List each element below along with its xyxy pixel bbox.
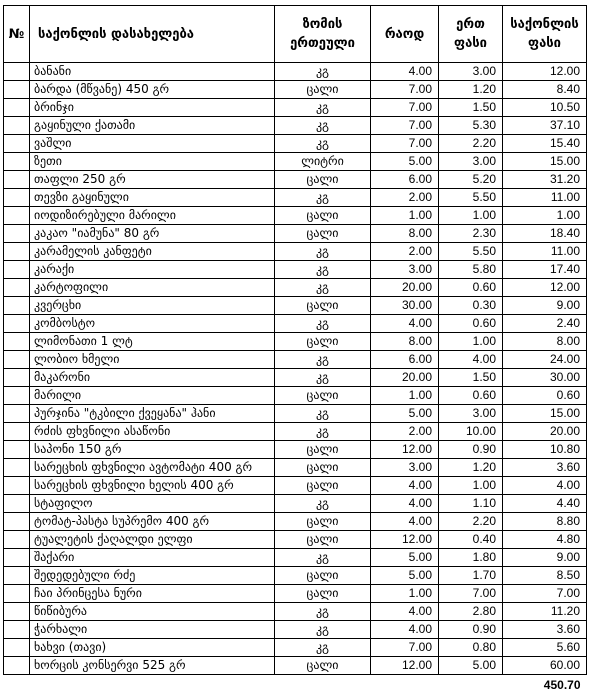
unit-cell[interactable]: ცალი (275, 81, 371, 99)
table-row (4, 603, 587, 621)
table-row (4, 621, 587, 639)
total-row (4, 675, 587, 695)
table-row (4, 333, 587, 351)
unit-cell[interactable]: ცალი (275, 207, 371, 225)
unit-price-cell[interactable]: 1.20 (439, 459, 503, 477)
unit-cell[interactable]: ლიტრი (275, 153, 371, 171)
table-row (4, 639, 587, 657)
quantity-cell[interactable]: 6.00 (371, 351, 439, 369)
unit-cell[interactable]: კგ (275, 621, 371, 639)
table-row (4, 567, 587, 585)
row-index-cell[interactable] (4, 513, 30, 531)
quantity-cell[interactable]: 4.00 (371, 603, 439, 621)
row-index-cell[interactable] (4, 351, 30, 369)
unit-cell[interactable]: ცალი (275, 657, 371, 675)
unit-cell[interactable]: კგ (275, 423, 371, 441)
table-row (4, 261, 587, 279)
unit-cell[interactable]: ცალი (275, 171, 371, 189)
header-no: № (4, 6, 30, 63)
total-price-cell[interactable]: 8.40 (503, 81, 587, 99)
table-row (4, 153, 587, 171)
product-name-cell[interactable]: საპონი 150 გრ (30, 441, 275, 459)
row-index-cell[interactable] (4, 135, 30, 153)
quantity-cell[interactable]: 7.00 (371, 99, 439, 117)
quantity-cell[interactable]: 2.00 (371, 189, 439, 207)
table-row (4, 405, 587, 423)
quantity-cell[interactable]: 4.00 (371, 477, 439, 495)
quantity-cell[interactable]: 4.00 (371, 513, 439, 531)
quantity-cell[interactable]: 2.00 (371, 423, 439, 441)
table-row (4, 423, 587, 441)
table-row (4, 369, 587, 387)
unit-price-cell[interactable]: 5.30 (439, 117, 503, 135)
total-price-cell[interactable]: 17.40 (503, 261, 587, 279)
product-name-cell[interactable]: ჩაი პრინცესა ნური (30, 585, 275, 603)
product-name-cell[interactable]: სარეცხის ფხვნილი ხელის 400 გრ (30, 477, 275, 495)
quantity-cell[interactable]: 7.00 (371, 639, 439, 657)
row-index-cell[interactable] (4, 297, 30, 315)
product-name-cell[interactable]: ხახვი (თავი) (30, 639, 275, 657)
total-price-cell[interactable]: 8.00 (503, 333, 587, 351)
quantity-cell[interactable]: 6.00 (371, 171, 439, 189)
total-price-cell[interactable]: 10.80 (503, 441, 587, 459)
row-index-cell[interactable] (4, 171, 30, 189)
quantity-cell[interactable]: 20.00 (371, 279, 439, 297)
total-price-cell[interactable]: 5.60 (503, 639, 587, 657)
row-index-cell[interactable] (4, 441, 30, 459)
table-row (4, 135, 587, 153)
unit-cell[interactable]: კგ (275, 603, 371, 621)
unit-price-cell[interactable]: 3.00 (439, 153, 503, 171)
row-index-cell[interactable] (4, 225, 30, 243)
product-name-cell[interactable]: გაყინული ქათამი (30, 117, 275, 135)
total-price-cell[interactable]: 12.00 (503, 63, 587, 81)
product-name-cell[interactable]: ზეთი (30, 153, 275, 171)
row-index-cell[interactable] (4, 459, 30, 477)
unit-price-cell[interactable]: 1.50 (439, 99, 503, 117)
quantity-cell[interactable]: 2.00 (371, 243, 439, 261)
row-index-cell[interactable] (4, 279, 30, 297)
unit-cell[interactable]: კგ (275, 369, 371, 387)
unit-price-cell[interactable]: 2.80 (439, 603, 503, 621)
table-row (4, 243, 587, 261)
unit-cell[interactable]: კგ (275, 405, 371, 423)
total-price-cell[interactable]: 4.40 (503, 495, 587, 513)
total-price-cell[interactable]: 15.40 (503, 135, 587, 153)
product-name-cell[interactable]: თაფლი 250 გრ (30, 171, 275, 189)
row-index-cell[interactable] (4, 531, 30, 549)
unit-cell[interactable]: კგ (275, 639, 371, 657)
spreadsheet-sheet (3, 5, 587, 695)
row-index-cell[interactable] (4, 243, 30, 261)
unit-cell[interactable]: ცალი (275, 531, 371, 549)
table-row (4, 459, 587, 477)
quantity-cell[interactable]: 7.00 (371, 135, 439, 153)
row-index-cell[interactable] (4, 153, 30, 171)
product-name-cell[interactable]: მარილი (30, 387, 275, 405)
unit-price-cell[interactable]: 0.90 (439, 441, 503, 459)
product-name-cell[interactable]: ბრინჯი (30, 99, 275, 117)
unit-price-cell[interactable]: 5.50 (439, 189, 503, 207)
unit-cell[interactable]: კგ (275, 261, 371, 279)
unit-price-cell[interactable]: 1.00 (439, 477, 503, 495)
row-index-cell[interactable] (4, 387, 30, 405)
unit-price-cell[interactable]: 1.00 (439, 333, 503, 351)
product-name-cell[interactable]: კომბოსტო (30, 315, 275, 333)
product-name-cell[interactable]: კარაქი (30, 261, 275, 279)
unit-cell[interactable]: კგ (275, 117, 371, 135)
product-name-cell[interactable]: ტუალეტის ქაღალდი ელფი (30, 531, 275, 549)
unit-cell[interactable]: კგ (275, 99, 371, 117)
quantity-cell[interactable]: 4.00 (371, 315, 439, 333)
quantity-cell[interactable]: 1.00 (371, 585, 439, 603)
unit-cell[interactable]: ცალი (275, 477, 371, 495)
table-row (4, 189, 587, 207)
total-price-cell[interactable]: 11.00 (503, 243, 587, 261)
total-price-cell[interactable]: 60.00 (503, 657, 587, 675)
unit-price-cell[interactable]: 1.00 (439, 207, 503, 225)
table-row (4, 351, 587, 369)
unit-cell[interactable]: კგ (275, 315, 371, 333)
total-price-cell[interactable]: 11.00 (503, 189, 587, 207)
table-row (4, 495, 587, 513)
unit-price-cell[interactable]: 1.80 (439, 549, 503, 567)
row-index-cell[interactable] (4, 639, 30, 657)
product-name-cell[interactable]: მაკარონი (30, 369, 275, 387)
row-index-cell[interactable] (4, 405, 30, 423)
total-price-cell[interactable]: 4.00 (503, 477, 587, 495)
unit-cell[interactable]: ცალი (275, 441, 371, 459)
table-row (4, 585, 587, 603)
total-price-cell[interactable]: 8.80 (503, 513, 587, 531)
quantity-cell[interactable]: 5.00 (371, 567, 439, 585)
row-index-cell[interactable] (4, 333, 30, 351)
product-name-cell[interactable]: თევზი გაყინული (30, 189, 275, 207)
unit-price-cell[interactable]: 2.20 (439, 513, 503, 531)
table-row (4, 81, 587, 99)
unit-cell[interactable]: კგ (275, 243, 371, 261)
row-index-cell[interactable] (4, 567, 30, 585)
quantity-cell[interactable]: 5.00 (371, 405, 439, 423)
total-price-cell[interactable]: 8.50 (503, 567, 587, 585)
product-name-cell[interactable]: კარტოფილი (30, 279, 275, 297)
total-price-cell[interactable]: 20.00 (503, 423, 587, 441)
unit-price-cell[interactable]: 0.60 (439, 279, 503, 297)
products-table (3, 5, 587, 695)
quantity-cell[interactable]: 12.00 (371, 531, 439, 549)
unit-cell[interactable]: ცალი (275, 225, 371, 243)
grand-total: 450.70 (503, 675, 587, 695)
total-spacer (30, 675, 275, 695)
total-price-cell[interactable]: 0.60 (503, 387, 587, 405)
quantity-cell[interactable]: 12.00 (371, 657, 439, 675)
quantity-cell[interactable]: 7.00 (371, 117, 439, 135)
row-index-cell[interactable] (4, 603, 30, 621)
product-name-cell[interactable]: იოდიზირებული მარილი (30, 207, 275, 225)
row-index-cell[interactable] (4, 81, 30, 99)
quantity-cell[interactable]: 20.00 (371, 369, 439, 387)
row-index-cell[interactable] (4, 477, 30, 495)
total-price-cell[interactable]: 12.00 (503, 279, 587, 297)
table-row (4, 513, 587, 531)
table-row (4, 279, 587, 297)
table-row (4, 171, 587, 189)
product-name-cell[interactable]: ვაშლი (30, 135, 275, 153)
total-price-cell[interactable]: 4.80 (503, 531, 587, 549)
quantity-cell[interactable]: 3.00 (371, 459, 439, 477)
total-price-cell[interactable]: 9.00 (503, 297, 587, 315)
unit-cell[interactable]: ცალი (275, 459, 371, 477)
total-price-cell[interactable]: 15.00 (503, 405, 587, 423)
table-row (4, 549, 587, 567)
total-price-cell[interactable]: 31.20 (503, 171, 587, 189)
table-row (4, 657, 587, 675)
header-name: საქონლის დასახელება (30, 6, 275, 63)
quantity-cell[interactable]: 3.00 (371, 261, 439, 279)
total-spacer (275, 675, 371, 695)
total-spacer (439, 675, 503, 695)
unit-price-cell[interactable]: 0.80 (439, 639, 503, 657)
row-index-cell[interactable] (4, 423, 30, 441)
total-price-cell[interactable]: 30.00 (503, 369, 587, 387)
total-price-cell[interactable]: 37.10 (503, 117, 587, 135)
unit-cell[interactable]: კგ (275, 135, 371, 153)
product-name-cell[interactable]: კარამელის კანფეტი (30, 243, 275, 261)
quantity-cell[interactable]: 5.00 (371, 549, 439, 567)
header-unit-price: ერთ ფასი (439, 6, 503, 63)
unit-price-cell[interactable]: 5.00 (439, 657, 503, 675)
total-price-cell[interactable]: 15.00 (503, 153, 587, 171)
product-name-cell[interactable]: კაკაო "იამუნა" 80 გრ (30, 225, 275, 243)
unit-cell[interactable]: ცალი (275, 387, 371, 405)
unit-price-cell[interactable]: 0.60 (439, 315, 503, 333)
header-row (4, 6, 587, 63)
row-index-cell[interactable] (4, 99, 30, 117)
quantity-cell[interactable]: 1.00 (371, 387, 439, 405)
product-name-cell[interactable]: ხორცის კონსერვი 525 გრ (30, 657, 275, 675)
unit-cell[interactable]: კგ (275, 189, 371, 207)
row-index-cell[interactable] (4, 315, 30, 333)
unit-price-cell[interactable]: 5.80 (439, 261, 503, 279)
quantity-cell[interactable]: 7.00 (371, 81, 439, 99)
table-row (4, 315, 587, 333)
quantity-cell[interactable]: 5.00 (371, 153, 439, 171)
unit-cell[interactable]: კგ (275, 351, 371, 369)
unit-price-cell[interactable]: 0.30 (439, 297, 503, 315)
row-index-cell[interactable] (4, 657, 30, 675)
product-name-cell[interactable]: ბანანი (30, 63, 275, 81)
unit-price-cell[interactable]: 0.60 (439, 387, 503, 405)
unit-price-cell[interactable]: 3.00 (439, 405, 503, 423)
quantity-cell[interactable]: 8.00 (371, 333, 439, 351)
unit-cell[interactable]: კგ (275, 549, 371, 567)
unit-cell[interactable]: ცალი (275, 585, 371, 603)
unit-price-cell[interactable]: 1.70 (439, 567, 503, 585)
unit-price-cell[interactable]: 5.20 (439, 171, 503, 189)
header-unit: ზომის ერთეული (275, 6, 371, 63)
table-row (4, 477, 587, 495)
unit-price-cell[interactable]: 7.00 (439, 585, 503, 603)
total-spacer (371, 675, 439, 695)
total-price-cell[interactable]: 11.20 (503, 603, 587, 621)
quantity-cell[interactable]: 30.00 (371, 297, 439, 315)
total-price-cell[interactable]: 18.40 (503, 225, 587, 243)
row-index-cell[interactable] (4, 207, 30, 225)
total-price-cell[interactable]: 1.00 (503, 207, 587, 225)
table-row (4, 297, 587, 315)
total-spacer (4, 675, 30, 695)
row-index-cell[interactable] (4, 117, 30, 135)
product-name-cell[interactable]: პურჯინა "ტკბილი ქვეყანა" ჰანი (30, 405, 275, 423)
unit-cell[interactable]: ცალი (275, 513, 371, 531)
unit-cell[interactable]: კგ (275, 63, 371, 81)
header-total-price: საქონლის ფასი (503, 6, 587, 63)
product-name-cell[interactable]: შაქარი (30, 549, 275, 567)
table-row (4, 441, 587, 459)
quantity-cell[interactable]: 8.00 (371, 225, 439, 243)
total-price-cell[interactable]: 2.40 (503, 315, 587, 333)
table-row (4, 531, 587, 549)
unit-price-cell[interactable]: 10.00 (439, 423, 503, 441)
row-index-cell[interactable] (4, 585, 30, 603)
row-index-cell[interactable] (4, 495, 30, 513)
total-price-cell[interactable]: 24.00 (503, 351, 587, 369)
unit-price-cell[interactable]: 2.30 (439, 225, 503, 243)
product-name-cell[interactable]: ლობიო ხმელი (30, 351, 275, 369)
unit-price-cell[interactable]: 1.10 (439, 495, 503, 513)
header-qty: რაოდ (371, 6, 439, 63)
unit-price-cell[interactable]: 4.00 (439, 351, 503, 369)
product-name-cell[interactable]: რძის ფხვნილი ასაწონი (30, 423, 275, 441)
unit-price-cell[interactable]: 1.50 (439, 369, 503, 387)
unit-cell[interactable]: ცალი (275, 567, 371, 585)
quantity-cell[interactable]: 4.00 (371, 63, 439, 81)
table-row (4, 63, 587, 81)
row-index-cell[interactable] (4, 261, 30, 279)
product-name-cell[interactable]: სტაფილო (30, 495, 275, 513)
table-row (4, 99, 587, 117)
unit-price-cell[interactable]: 5.50 (439, 243, 503, 261)
unit-price-cell[interactable]: 0.90 (439, 621, 503, 639)
table-row (4, 225, 587, 243)
row-index-cell[interactable] (4, 549, 30, 567)
product-name-cell[interactable]: ბარდა (მწვანე) 450 გრ (30, 81, 275, 99)
quantity-cell[interactable]: 4.00 (371, 495, 439, 513)
quantity-cell[interactable]: 1.00 (371, 207, 439, 225)
unit-price-cell[interactable]: 1.20 (439, 81, 503, 99)
unit-price-cell[interactable]: 0.40 (439, 531, 503, 549)
table-body (4, 63, 587, 675)
total-price-cell[interactable]: 7.00 (503, 585, 587, 603)
product-name-cell[interactable]: შედედებული რძე (30, 567, 275, 585)
unit-price-cell[interactable]: 3.00 (439, 63, 503, 81)
unit-cell[interactable]: ცალი (275, 333, 371, 351)
unit-price-cell[interactable]: 2.20 (439, 135, 503, 153)
total-price-cell[interactable]: 10.50 (503, 99, 587, 117)
row-index-cell[interactable] (4, 189, 30, 207)
product-name-cell[interactable]: ტომატ-პასტა სუპრემო 400 გრ (30, 513, 275, 531)
quantity-cell[interactable]: 12.00 (371, 441, 439, 459)
product-name-cell[interactable]: წიწიბურა (30, 603, 275, 621)
total-price-cell[interactable]: 3.60 (503, 621, 587, 639)
unit-cell[interactable]: კგ (275, 279, 371, 297)
total-price-cell[interactable]: 9.00 (503, 549, 587, 567)
product-name-cell[interactable]: კვერცხი (30, 297, 275, 315)
table-row (4, 207, 587, 225)
row-index-cell[interactable] (4, 369, 30, 387)
unit-cell[interactable]: კგ (275, 495, 371, 513)
row-index-cell[interactable] (4, 63, 30, 81)
table-row (4, 387, 587, 405)
product-name-cell[interactable]: ჭარხალი (30, 621, 275, 639)
product-name-cell[interactable]: სარეცხის ფხვნილი ავტომატი 400 გრ (30, 459, 275, 477)
quantity-cell[interactable]: 4.00 (371, 621, 439, 639)
product-name-cell[interactable]: ლიმონათი 1 ლტ (30, 333, 275, 351)
row-index-cell[interactable] (4, 621, 30, 639)
unit-cell[interactable]: ცალი (275, 297, 371, 315)
table-row (4, 117, 587, 135)
total-price-cell[interactable]: 3.60 (503, 459, 587, 477)
